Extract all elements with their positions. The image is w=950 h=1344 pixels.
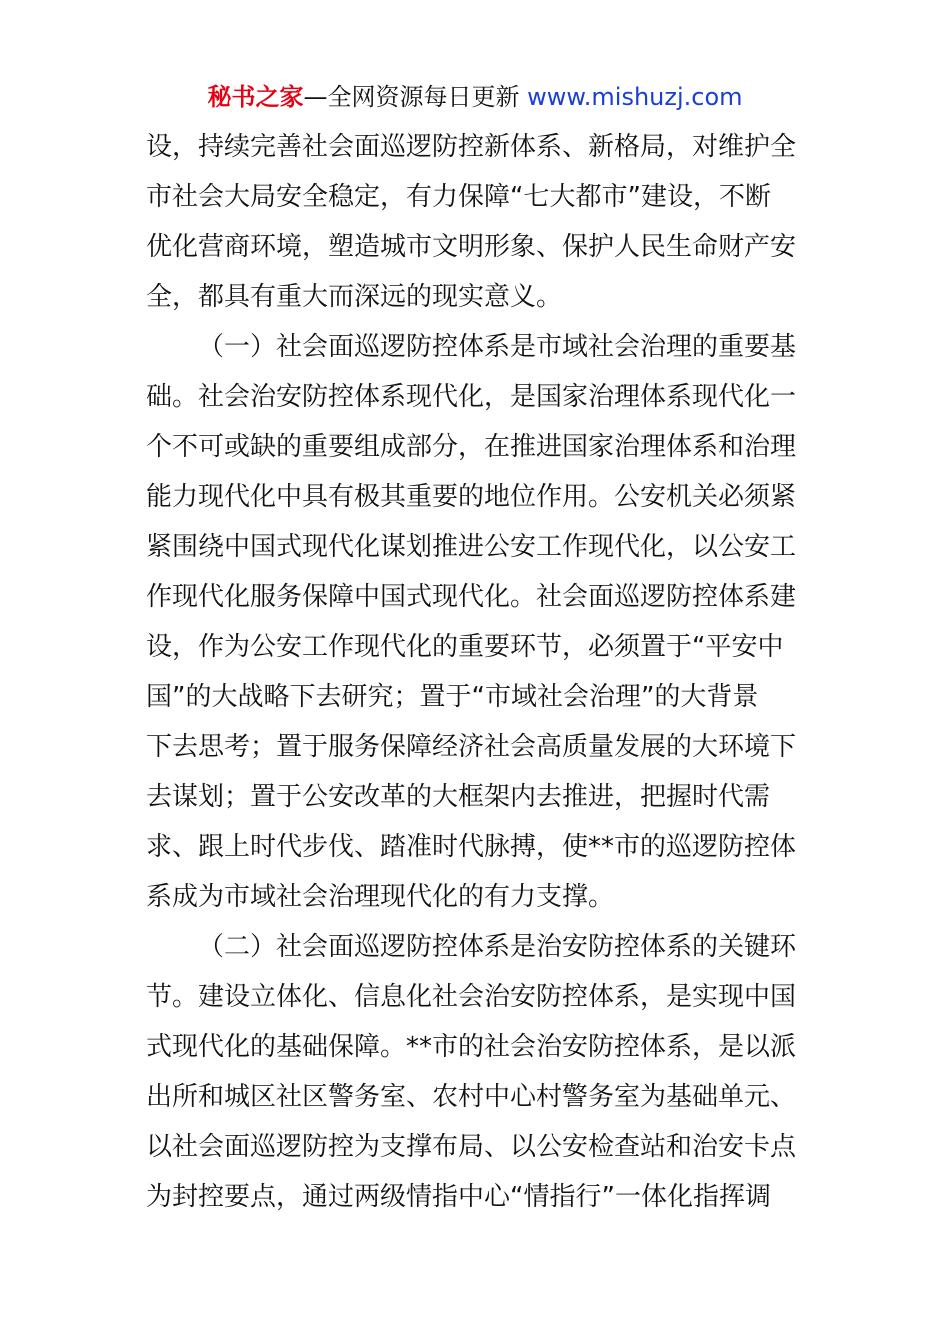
text-line: 求、跟上时代步伐、踏准时代脉搏，使**市的巡逻防控体 <box>146 832 797 862</box>
paragraph-first-line: （二）社会面巡逻防控体系是治安防控体系的关键环 <box>198 932 797 962</box>
text-line: 下去思考；置于服务保障经济社会高质量发展的大环境下 <box>146 732 797 762</box>
text-line: 设，持续完善社会面巡逻防控新体系、新格局，对维护全 <box>146 132 797 162</box>
text-line: 能力现代化中具有极其重要的地位作用。公安机关必须紧 <box>146 482 797 512</box>
text-line: 以社会面巡逻防控为支撑布局、以公安检查站和治安卡点 <box>146 1132 797 1162</box>
text-line: 出所和城区社区警务室、农村中心村警务室为基础单元、 <box>146 1082 797 1112</box>
text-line: 设，作为公安工作现代化的重要环节，必须置于“平安中 <box>146 632 784 662</box>
text-line: 国”的大战略下去研究；置于“市域社会治理”的大背景 <box>146 682 759 712</box>
header-tagline: —全网资源每日更新 <box>303 83 520 111</box>
document-body <box>146 122 812 1222</box>
paragraph <box>146 122 812 322</box>
text-line: 紧围绕中国式现代化谋划推进公安工作现代化，以公安工 <box>146 532 797 562</box>
text-line: 础。社会治安防控体系现代化，是国家治理体系现代化一 <box>146 382 797 412</box>
page-header <box>0 80 950 114</box>
paragraph <box>146 322 812 922</box>
text-line: 为封控要点，通过两级情指中心“情指行”一体化指挥调 <box>146 1182 771 1212</box>
text-line: 去谋划；置于公安改革的大框架内去推进，把握时代需 <box>146 782 771 812</box>
text-line: 作现代化服务保障中国式现代化。社会面巡逻防控体系建 <box>146 582 797 612</box>
brand-name: 秘书之家 <box>207 83 304 111</box>
text-line: 系成为市域社会治理现代化的有力支撑。 <box>146 882 615 912</box>
text-line: 节。建设立体化、信息化社会治安防控体系，是实现中国 <box>146 982 797 1012</box>
header-url[interactable]: www.mishuzj.com <box>527 83 743 111</box>
paragraph <box>146 922 812 1222</box>
text-line: 优化营商环境，塑造城市文明形象、保护人民生命财产安 <box>146 232 797 262</box>
text-line: 全，都具有重大而深远的现实意义。 <box>146 282 563 312</box>
text-line: 式现代化的基础保障。**市的社会治安防控体系，是以派 <box>146 1032 797 1062</box>
text-line: 市社会大局安全稳定，有力保障“七大都市”建设，不断 <box>146 182 771 212</box>
paragraph-first-line: （一）社会面巡逻防控体系是市域社会治理的重要基 <box>198 332 797 362</box>
text-line: 个不可或缺的重要组成部分，在推进国家治理体系和治理 <box>146 432 797 462</box>
